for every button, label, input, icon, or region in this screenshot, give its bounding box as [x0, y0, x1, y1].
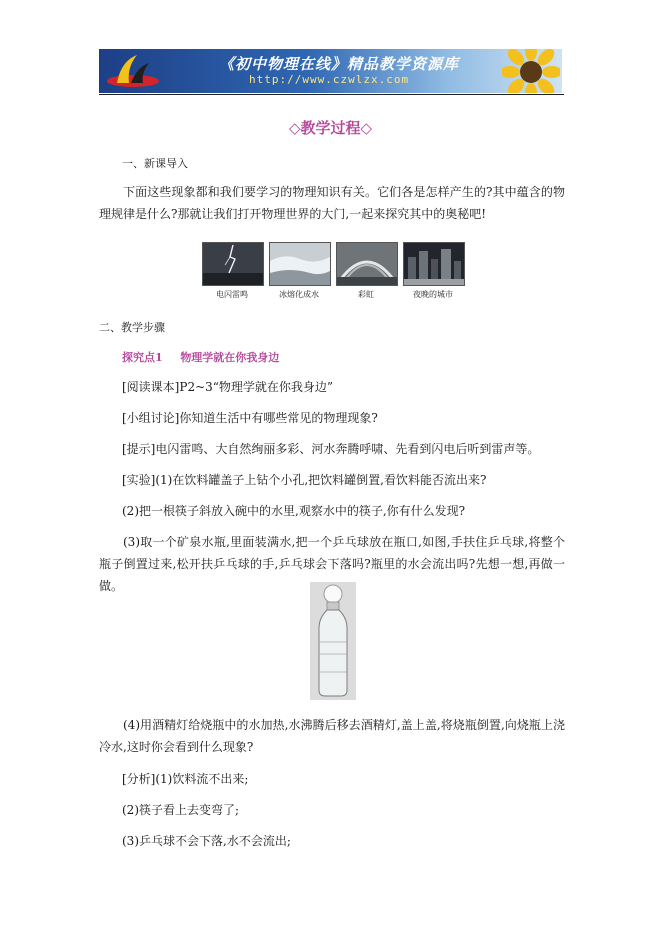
experiment-line: [实验](1)在饮料罐盖子上钻个小孔,把饮料罐倒置,看饮料能否流出来? [122, 473, 487, 487]
explore-title: 物理学就在你我身边 [180, 351, 280, 364]
site-logo-icon [103, 53, 163, 89]
analysis-line: (3)乒乓球不会下落,水不会流出; [122, 834, 291, 848]
banner-url[interactable]: http://www.czwlzx.com [249, 73, 410, 86]
experiment-step-2: (2)把一根筷子斜放入碗中的水里,观察水中的筷子,你有什么发现? [122, 504, 466, 518]
intro-paragraph: 下面这些现象都和我们要学习的物理知识有关。它们各是怎样产生的?其中蕴含的物理规律是什么?那就让我们打开物理世界的大门,一起来探究其中的奥秘吧! [99, 185, 565, 221]
sunflower-icon [502, 49, 560, 93]
bottle-photo [310, 582, 356, 700]
photo-caption: 冰熔化成水 [279, 290, 319, 299]
rainbow-photo [336, 242, 398, 286]
night-city-photo [403, 242, 465, 286]
experiment-step-4: (4)用酒精灯给烧瓶中的水加热,水沸腾后移去酒精灯,盖上盖,将烧瓶倒置,向烧瓶上浇冷水,这时你会看到什么现象? [99, 718, 565, 754]
photo-caption: 夜晚的城市 [413, 290, 453, 299]
explore-point [122, 349, 279, 366]
analysis-line: [分析](1)饮料流不出来; [122, 772, 249, 786]
phenomena-photos [202, 242, 462, 302]
header-rule [99, 94, 564, 95]
section-title-intro: 一、新课导入 [122, 157, 188, 170]
experiment-step-3: (3)取一个矿泉水瓶,里面装满水,把一个乒乓球放在瓶口,如图,手扶住乒乓球,将整个瓶子倒置过来,松开扶乒乓球的手,乒乓球会下落吗?瓶里的水会流出吗?先想一想,再做一做。 [99, 535, 565, 593]
header-banner [99, 49, 562, 93]
discussion-line: [小组讨论]你知道生活中有哪些常见的物理现象? [122, 411, 378, 425]
photo-caption: 彩虹 [358, 290, 374, 299]
ice-melt-photo [269, 242, 331, 286]
page-title: ◇教学过程◇ [288, 119, 373, 137]
hint-line: [提示]电闪雷鸣、大自然绚丽多彩、河水奔腾呼啸、先看到闪电后听到雷声等。 [122, 442, 540, 456]
banner-title: 《初中物理在线》精品教学资源库 [219, 55, 460, 73]
explore-label: 探究点1 [122, 351, 163, 364]
lightning-photo [202, 242, 264, 286]
photo-caption: 电闪雷鸣 [216, 290, 248, 299]
reading-line: [阅读课本]P2~3“物理学就在你我身边” [122, 380, 334, 394]
section-title-steps: 二、教学步骤 [99, 321, 165, 334]
analysis-line: (2)筷子看上去变弯了; [122, 803, 240, 817]
